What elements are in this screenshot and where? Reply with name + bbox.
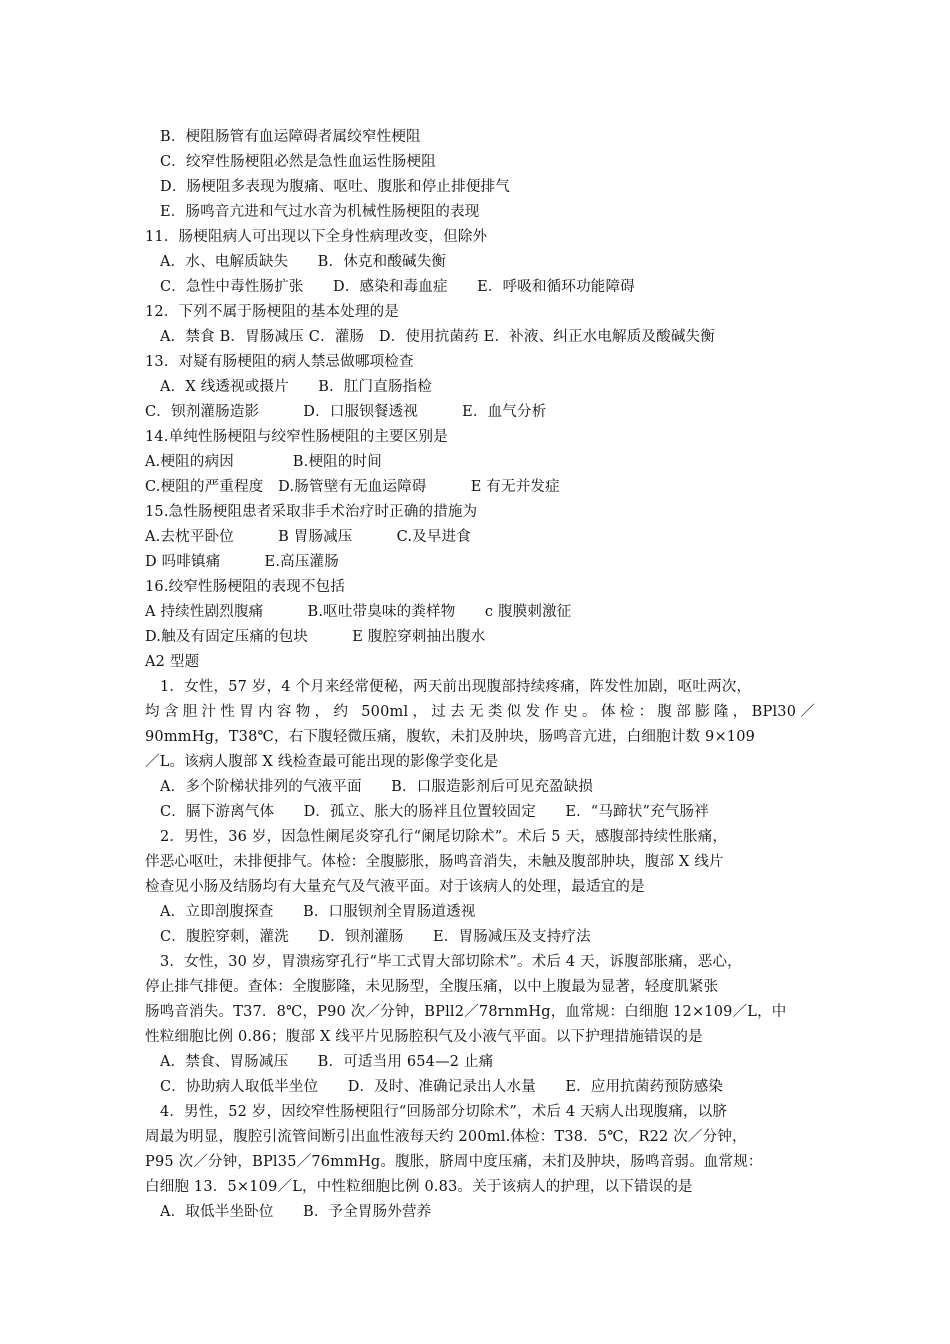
question-line: 4．男性，52 岁，因绞窄性肠梗阻行“回肠部分切除术”，术后 4 天病人出现腹痛，以脐	[160, 1104, 728, 1120]
question-line: 白细胞 13．5×109／L，中性粒细胞比例 0.83。关于该病人的护理，以下错误的是	[145, 1179, 693, 1195]
option-line: C．钡剂灌肠造影 D．口服钡餐透视 E．血气分析	[145, 404, 547, 420]
question-line: 性粒细胞比例 0.86；腹部 X 线平片见肠腔积气及小液气平面。以下护理措施错误的是	[145, 1029, 703, 1045]
option-line: C．协助病人取低半坐位 D．及时、准确记录出人水量 E．应用抗菌药预防感染	[160, 1079, 724, 1095]
option-line: C.梗阻的严重程度 D.肠管壁有无血运障碍 E 有无并发症	[145, 479, 560, 495]
question-line: 3．女性，30 岁，胃溃疡穿孔行“毕工式胃大部切除术”。术后 4 天，诉腹部胀痛，恶心，	[160, 954, 742, 970]
option-line: A．禁食 B．胃肠减压 C．灌肠 D．使用抗菌药 E．补液、纠正水电解质及酸碱失衡	[160, 329, 715, 345]
option-line: D 吗啡镇痛 E.高压灌肠	[145, 554, 339, 570]
option-line: A．水、电解质缺失 B．休克和酸碱失衡	[160, 254, 447, 270]
option-line: A．取低半坐卧位 B．予全胃肠外营养	[160, 1204, 432, 1220]
option-line: B．梗阻肠管有血运障碍者属绞窄性梗阻	[160, 129, 421, 145]
question-line: 2．男性，36 岁，因急性阑尾炎穿孔行“阑尾切除术”。术后 5 天，感腹部持续性胀痛，	[160, 829, 728, 845]
question-line: 周最为明显，腹腔引流管间断引出血性液每天约 200ml.体检：T38．5℃，R22 次／分钟，	[145, 1129, 747, 1145]
option-line: C．急性中毒性肠扩张 D．感染和毒血症 E．呼吸和循环功能障碍	[160, 279, 635, 295]
option-line: A.梗阻的病因 B.梗阻的时间	[145, 454, 382, 470]
option-line: D．肠梗阻多表现为腹痛、呕吐、腹胀和停止排便排气	[160, 179, 510, 195]
option-line: A 持续性剧烈腹痛 B.呕吐带臭味的粪样物 c 腹膜刺激征	[145, 604, 572, 620]
question-line: 13．对疑有肠梗阻的病人禁忌做哪项检查	[145, 354, 414, 370]
question-line: 11．肠梗阻病人可出现以下全身性病理改变，但除外	[145, 229, 488, 245]
question-line: 肠鸣音消失。T37．8℃，P90 次／分钟，BPll2／78rnmHg，血常规：白细胞 12×109／L，中	[145, 1004, 787, 1020]
option-line: A．禁食、胃肠减压 B．可适当用 654—2 止痛	[160, 1054, 494, 1070]
option-line: C．膈下游离气体 D．孤立、胀大的肠袢且位置较固定 E．“马蹄状”充气肠袢	[160, 804, 709, 820]
question-line: 伴恶心呕吐，未排便排气。体检：全腹膨胀，肠鸣音消失，未触及腹部肿块，腹部 X 线片	[145, 854, 724, 870]
question-line: 15.急性肠梗阻患者采取非手术治疗时正确的措施为	[145, 504, 478, 520]
question-line: 12．下列不属于肠梗阻的基本处理的是	[145, 304, 400, 320]
question-line: 14.单纯性肠梗阻与绞窄性肠梗阻的主要区别是	[145, 429, 448, 445]
option-line: D.触及有固定压痛的包块 E 腹腔穿刺抽出腹水	[145, 629, 486, 645]
option-line: E．肠鸣音亢进和气过水音为机械性肠梗阻的表现	[160, 204, 480, 220]
document-body	[145, 125, 815, 1225]
option-line: A.去枕平卧位 B 胃肠减压 C.及早进食	[145, 529, 472, 545]
option-line: A．立即剖腹探查 B．口服钡剂全胃肠道透视	[160, 904, 476, 920]
question-line: 检查见小肠及结肠均有大量充气及气液平面。对于该病人的处理，最适宜的是	[145, 879, 645, 895]
option-line: C．腹腔穿刺，灌洗 D．钡剂灌肠 E．胃肠减压及支持疗法	[160, 929, 591, 945]
question-line: 90mmHg，T38℃，右下腹轻微压痛，腹软，未扪及肿块，肠鸣音亢进，白细胞计数 9×109	[145, 729, 756, 745]
option-line: C．绞窄性肠梗阻必然是急性血运性肠梗阻	[160, 154, 436, 170]
option-line: A．X 线透视或摄片 B．肛门直肠指检	[160, 379, 433, 395]
option-line: A．多个阶梯状排列的气液平面 B．口服造影剂后可见充盈缺损	[160, 779, 594, 795]
question-line: P95 次／分钟，BPl35／76mmHg。腹胀，脐周中度压痛，未扪及肿块，肠鸣音弱。血常规：	[145, 1154, 763, 1170]
question-line: 16.绞窄性肠梗阻的表现不包括	[145, 579, 346, 595]
section-heading: A2 型题	[145, 654, 200, 670]
question-line: ／L。该病人腹部 X 线检查最可能出现的影像学变化是	[145, 754, 499, 770]
question-line: 均含胆汁性胃内容物，约 500ml，过去无类似发作史。体检：腹部膨隆，BPl30／	[145, 704, 815, 720]
question-line: 停止排气排便。查体：全腹膨隆，未见肠型，全腹压痛，以中上腹最为显著，轻度肌紧张	[145, 979, 719, 995]
question-line: 1．女性，57 岁，4 个月来经常便秘，两天前出现腹部持续疼痛，阵发性加剧，呕吐两次，	[160, 679, 752, 695]
